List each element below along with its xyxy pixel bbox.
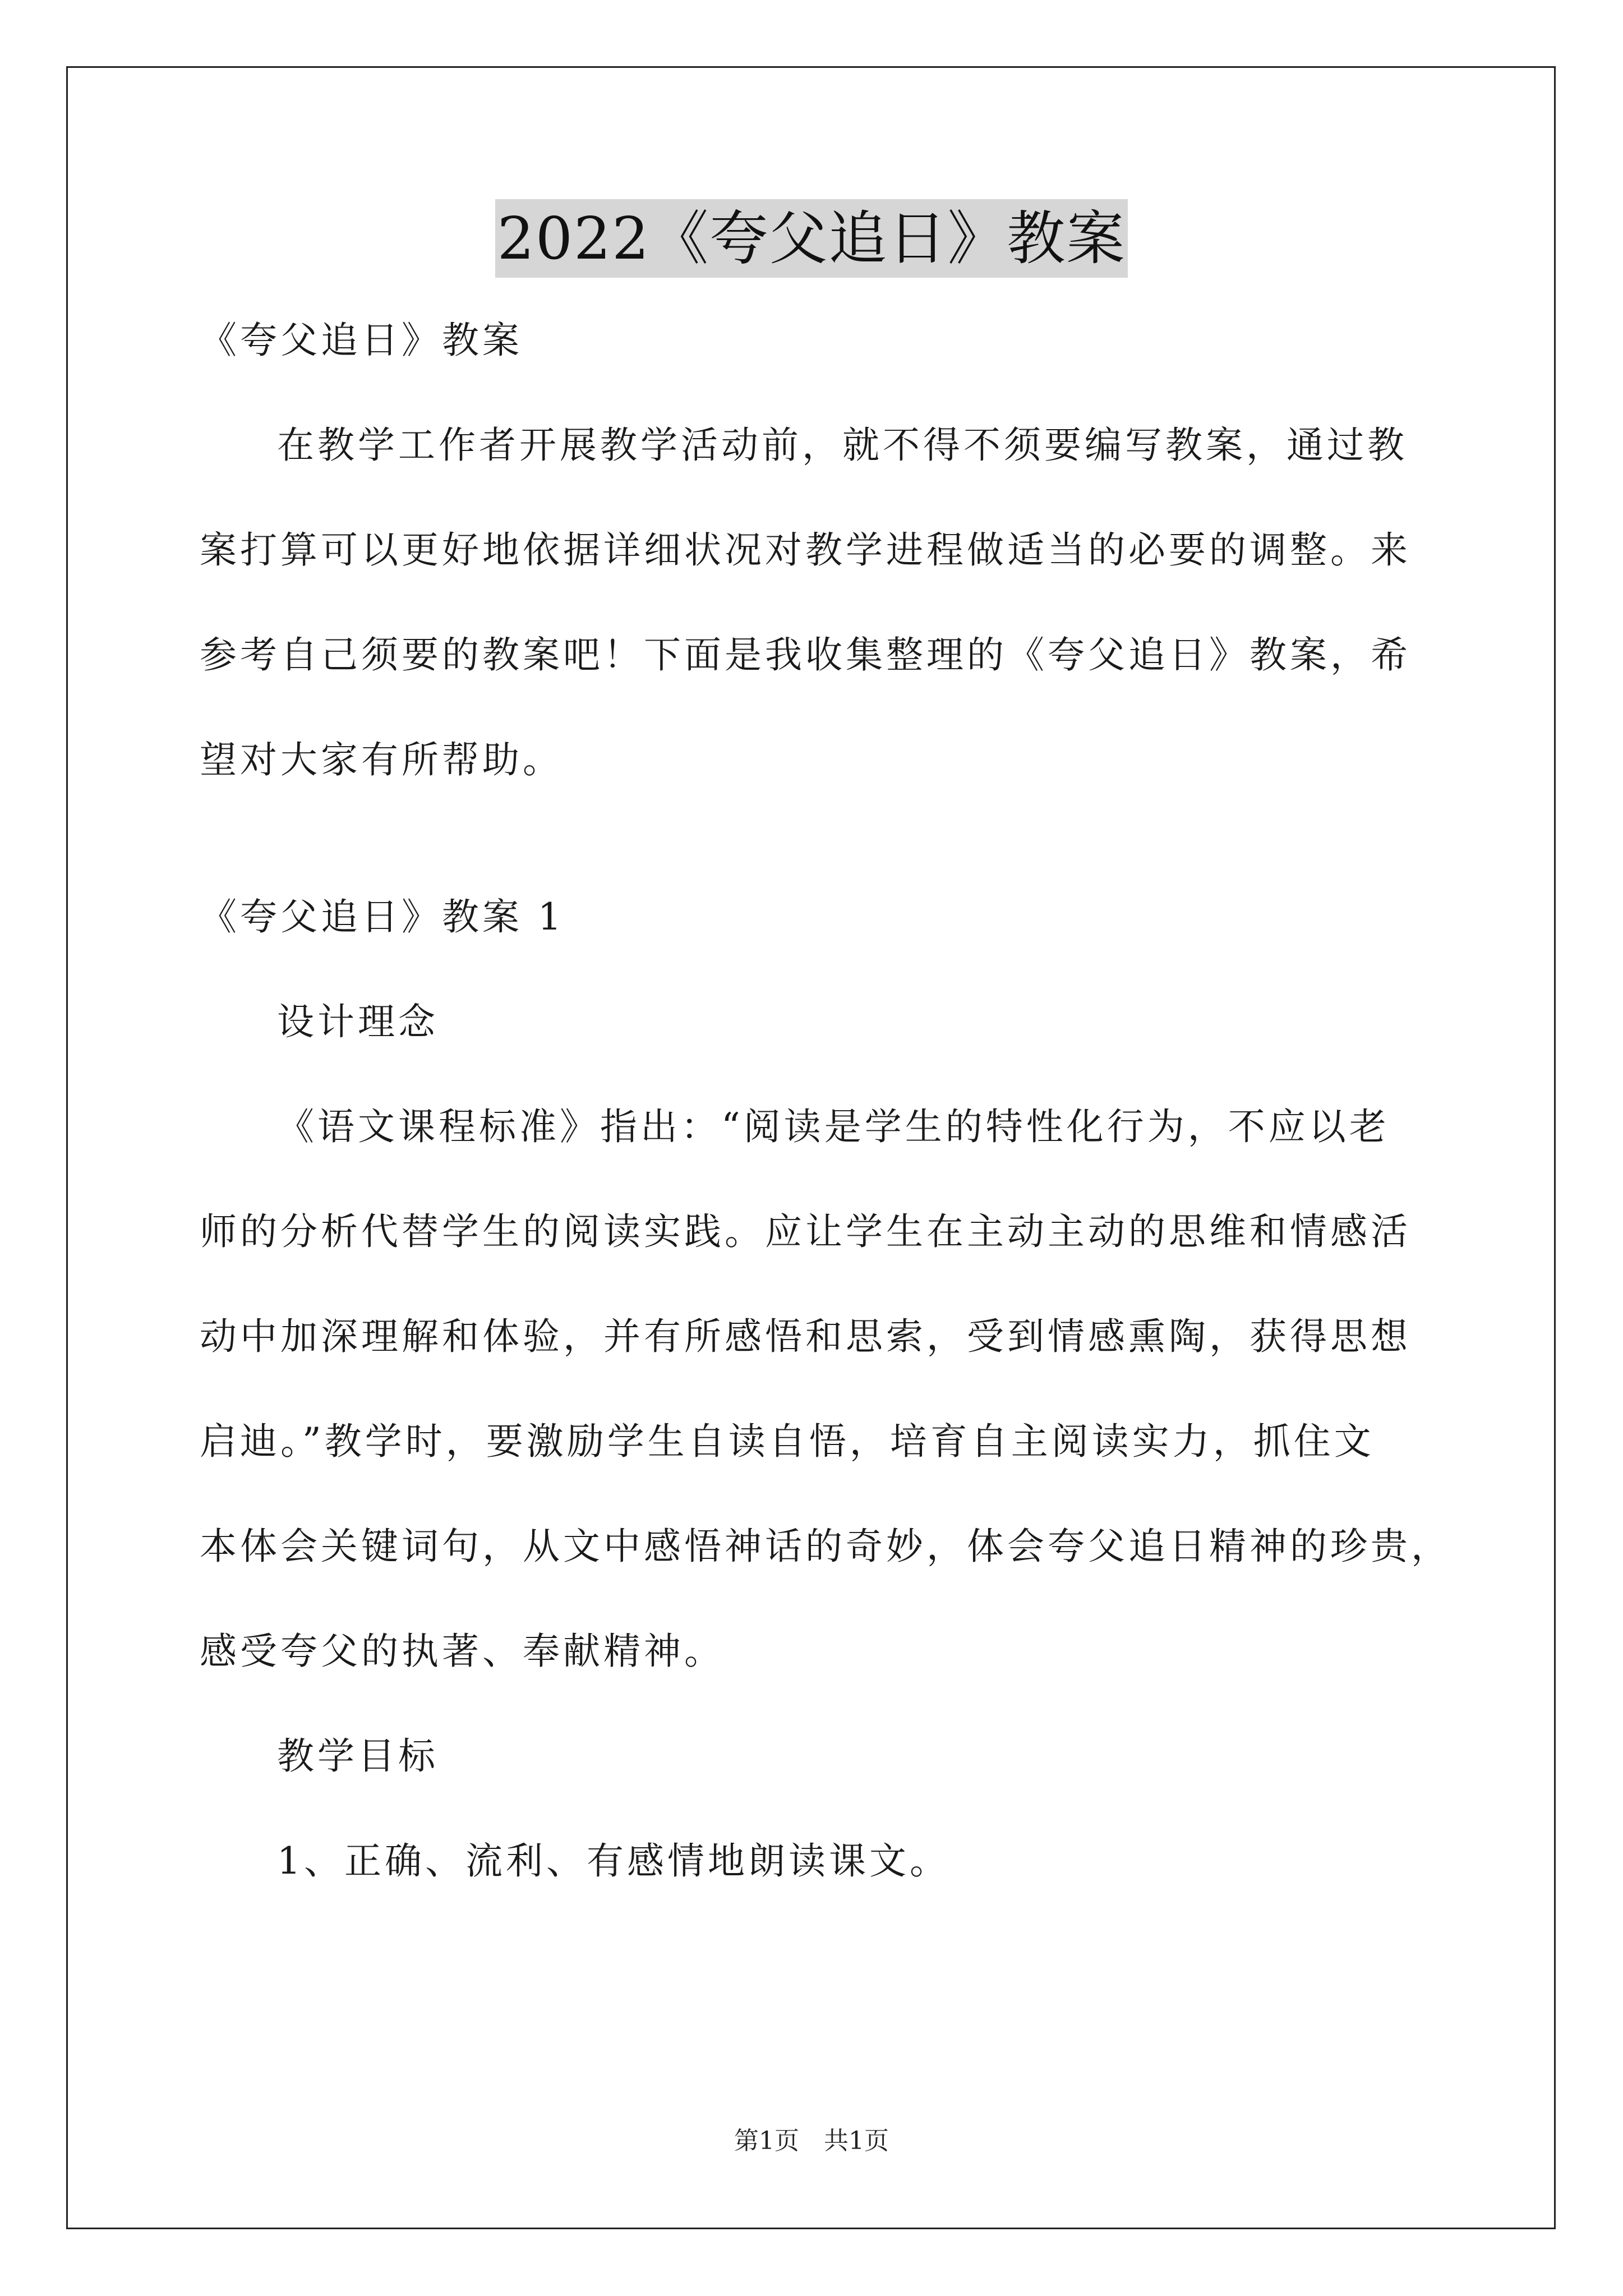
- document-title: 2022《夸父追日》教案: [495, 199, 1128, 278]
- section-heading: 《夸父追日》教案 1: [200, 895, 565, 938]
- design-heading: 设计理念: [277, 1000, 439, 1043]
- intro-line: 望对大家有所帮助。: [200, 738, 563, 781]
- design-line: 启迪。”教学时，要激励学生自读自悟，培育自主阅读实力，抓住文: [200, 1420, 1375, 1463]
- design-line: 本体会关键词句，从文中感悟神话的奇妙，体会夸父追日精神的珍贵，: [200, 1525, 1451, 1568]
- intro-line: 案打算可以更好地依据详细状况对教学进程做适当的必要的调整。来: [200, 528, 1411, 572]
- design-line: 《语文课程标准》指出：“阅读是学生的特性化行为，不应以老: [277, 1105, 1390, 1148]
- subtitle: 《夸父追日》教案: [200, 319, 523, 362]
- title-container: [0, 199, 1623, 278]
- page-footer: 第1页 共1页: [734, 2127, 889, 2155]
- goals-heading: 教学目标: [277, 1734, 439, 1778]
- design-line: 感受夸父的执著、奉献精神。: [200, 1630, 725, 1673]
- intro-line: 参考自己须要的教案吧！下面是我收集整理的《夸父追日》教案，希: [200, 633, 1411, 677]
- intro-line: 在教学工作者开展教学活动前，就不得不须要编写教案，通过教: [277, 424, 1408, 467]
- goal-item: 1、正确、流利、有感情地朗读课文。: [277, 1839, 950, 1883]
- design-line: 动中加深理解和体验，并有所感悟和思索，受到情感熏陶，获得思想: [200, 1315, 1411, 1358]
- design-line: 师的分析代替学生的阅读实践。应让学生在主动主动的思维和情感活: [200, 1210, 1411, 1253]
- document-body: [200, 314, 1467, 1888]
